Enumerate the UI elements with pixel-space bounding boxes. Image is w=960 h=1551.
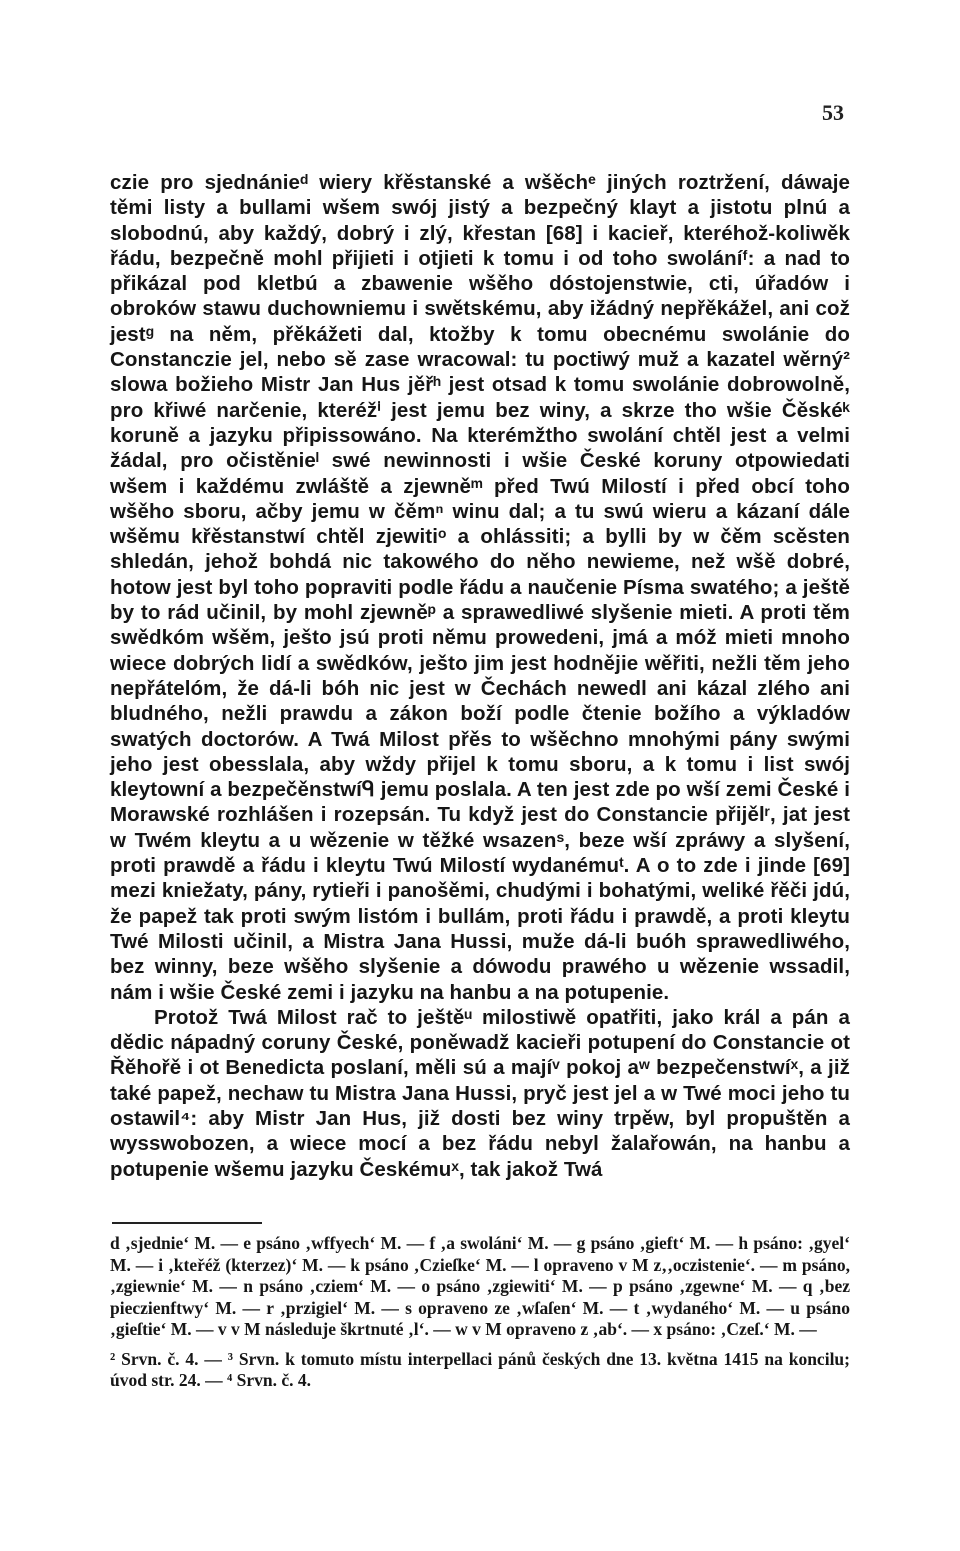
footnote-divider (112, 1222, 262, 1224)
footnote-variants: d ‚sjednie‘ M. — e psáno ‚wffyech‘ M. — f ‚a swoláni‘ M. — g psáno ‚gieft‘ M. — h psáno: ‚gyel‘ M. — i ‚kteřéž (kterzez)‘ M. — k psáno ‚Czieſke‘ M. — l opraveno v M z‚‚oczistenie‘. — m psáno, ‚zgiewnie‘ M. — n psáno ‚cziem‘ M. — o psáno ‚zgiewiti‘ M. — p psáno ‚zgewne‘ M. — q ‚bez pieczienftwy‘ M. — r ‚przigiel‘ M. — s opraveno ze ‚wſaſen‘ M. — t ‚wydaného‘ M. — u psáno ‚gieſtie‘ M. — v v M následuje škrtnuté ‚l‘. — w v M opraveno z ‚ab‘. — x psáno: ‚Czeſ.‘ M. — (110, 1233, 850, 1339)
paragraph: czie pro sjednánieᵈ wiery křěstanské a wšěchᵉ jiných roztržení, dáwaje těmi listy a bullami wšem swój jistý a bezpečný klayt a jistotu plnú a slobodnú, aby každý, dobrý i zlý, křestan [68] i kacieř, kteréhož-koliwěk řádu, bezpečně mohl přijieti i otjieti k tomu i od toho swoláníᶠ: a nad to přikázal pod kletbú a zbawenie wšěho dóstojenstwie, cti, úřadów i obroków stawu duchowniemu i swětskému, aby ižádný nepřěkážel, ani což jestᵍ na něm, přěkážeti dal, ktožby k tomu obecnému swolánie do Constanczie jel, nebo sě zase wracowal: tu poctiwý muž a kazatel wěrný² slowa božieho Mistr Jan Hus jěřʰ jest otsad k tomu swolánie dobrowolně, pro křiwé narčenie, kteréžⁱ jest jemu bez winy, a skrze tho wšie Čěskéᵏ koruně a jazyku připissowáno. Na kterémžtho swolání chtěl jest a velmi žádal, pro očistěnieˡ swé newinnosti i wšie České koruny otpowiedati wšem i každému zwláště a zjewněᵐ před Twú Milostí i před obcí toho wšěho sboru, ačby jemu w čěmⁿ winu dal; a tu swú wieru a kázaní dále wšěmu křěstanstwí chtěl zjewitiᵒ a ohlássiti; a bylli by w čěm scěsten shledán, jehož bohdá nic takowého do něho newieme, než wšě dobré, hotow jest byl toho popraviti podle řádu a naučenie Písma swatého; a ještě by to rád učinil, by mohl zjewněᵖ a sprawedliwé slyšenie mieti. A proti těm swědkóm wšěm, ješto jsú proti němu prowedeni, jmá a móž mieti mnoho wiece dobrých lidí a swědków, ješto jim jest hodnějie wěřiti, nežli těm jeho nepřátelóm, že dá-li bóh nic jest w Čechách newedl ani kázal zlého ani bludného, nežli prawdu a zákon boží podle čtenie božího a výkladów swatých doctorów. A Twá Milost přěs to wšěchno mnohými pány swými jeho jest obesslala, aby wždy přijel k tomu sboru, a k tomu i list swój kleytowní a bezpečěnstwíᑫ jemu poslala. A ten jest zde po wší zemi České i Morawské rozhlášen i rozepsán. Tu když jest do Constancie přijělʳ, jat jest w Twém kleytu a u wězenie w těžké wsazenˢ, beze wší zpráwy a slyšení, proti prawdě a řádu i kleytu Twú Milostí wydanémuᵗ. A o to zde i jinde [69] mezi kniežaty, pány, rytieři i panošěmi, chudými i bohatými, weliké řěči jdú, že papež tak proti swým listóm i bullám, proti řádu i prawdě, a proti kleytu Twé Milosti učinil, a Mistra Jana Hussi, muže dá-li buóh sprawedliwého, bez winny, beze wšěho slyšenie a dówodu prawého u wězenie wssadil, nám i wšie České zemi i jazyku na hanbu a na potupenie. (110, 171, 850, 1004)
footnote-references: ² Srvn. č. 4. — ³ Srvn. k tomuto místu interpellaci pánů českých dne 13. května 1415 na koncilu; úvod str. 24. — ⁴ Srvn. č. 4. (110, 1348, 850, 1390)
footnotes (110, 1233, 850, 1392)
page-number: 53 (822, 100, 844, 125)
paragraph: Protož Twá Milost rač to ještěᵘ milostiwě opatřiti, jako král a pán a dědic nápadný coruny České, poněwadž kacieři potupení do Constancie ot Řěhořě i ot Benedicta poslaní, měli sú a majíᵛ pokoj aʷ bezpečenstwíˣ, a již také papež, nechaw tu Mistra Jana Hussi, pryč jest jel a w Twé moci jeho tu ostawil⁴: aby Mistr Jan Hus, již dosti bez winy trpěw, byl propuštěn a wysswobozen, a wiece mocí a bez řádu nebyl žalařowán, na hanbu a potupenie wšemu jazyku Českémuˣ, tak jakož Twá (110, 1005, 850, 1181)
main-text (110, 170, 850, 1182)
